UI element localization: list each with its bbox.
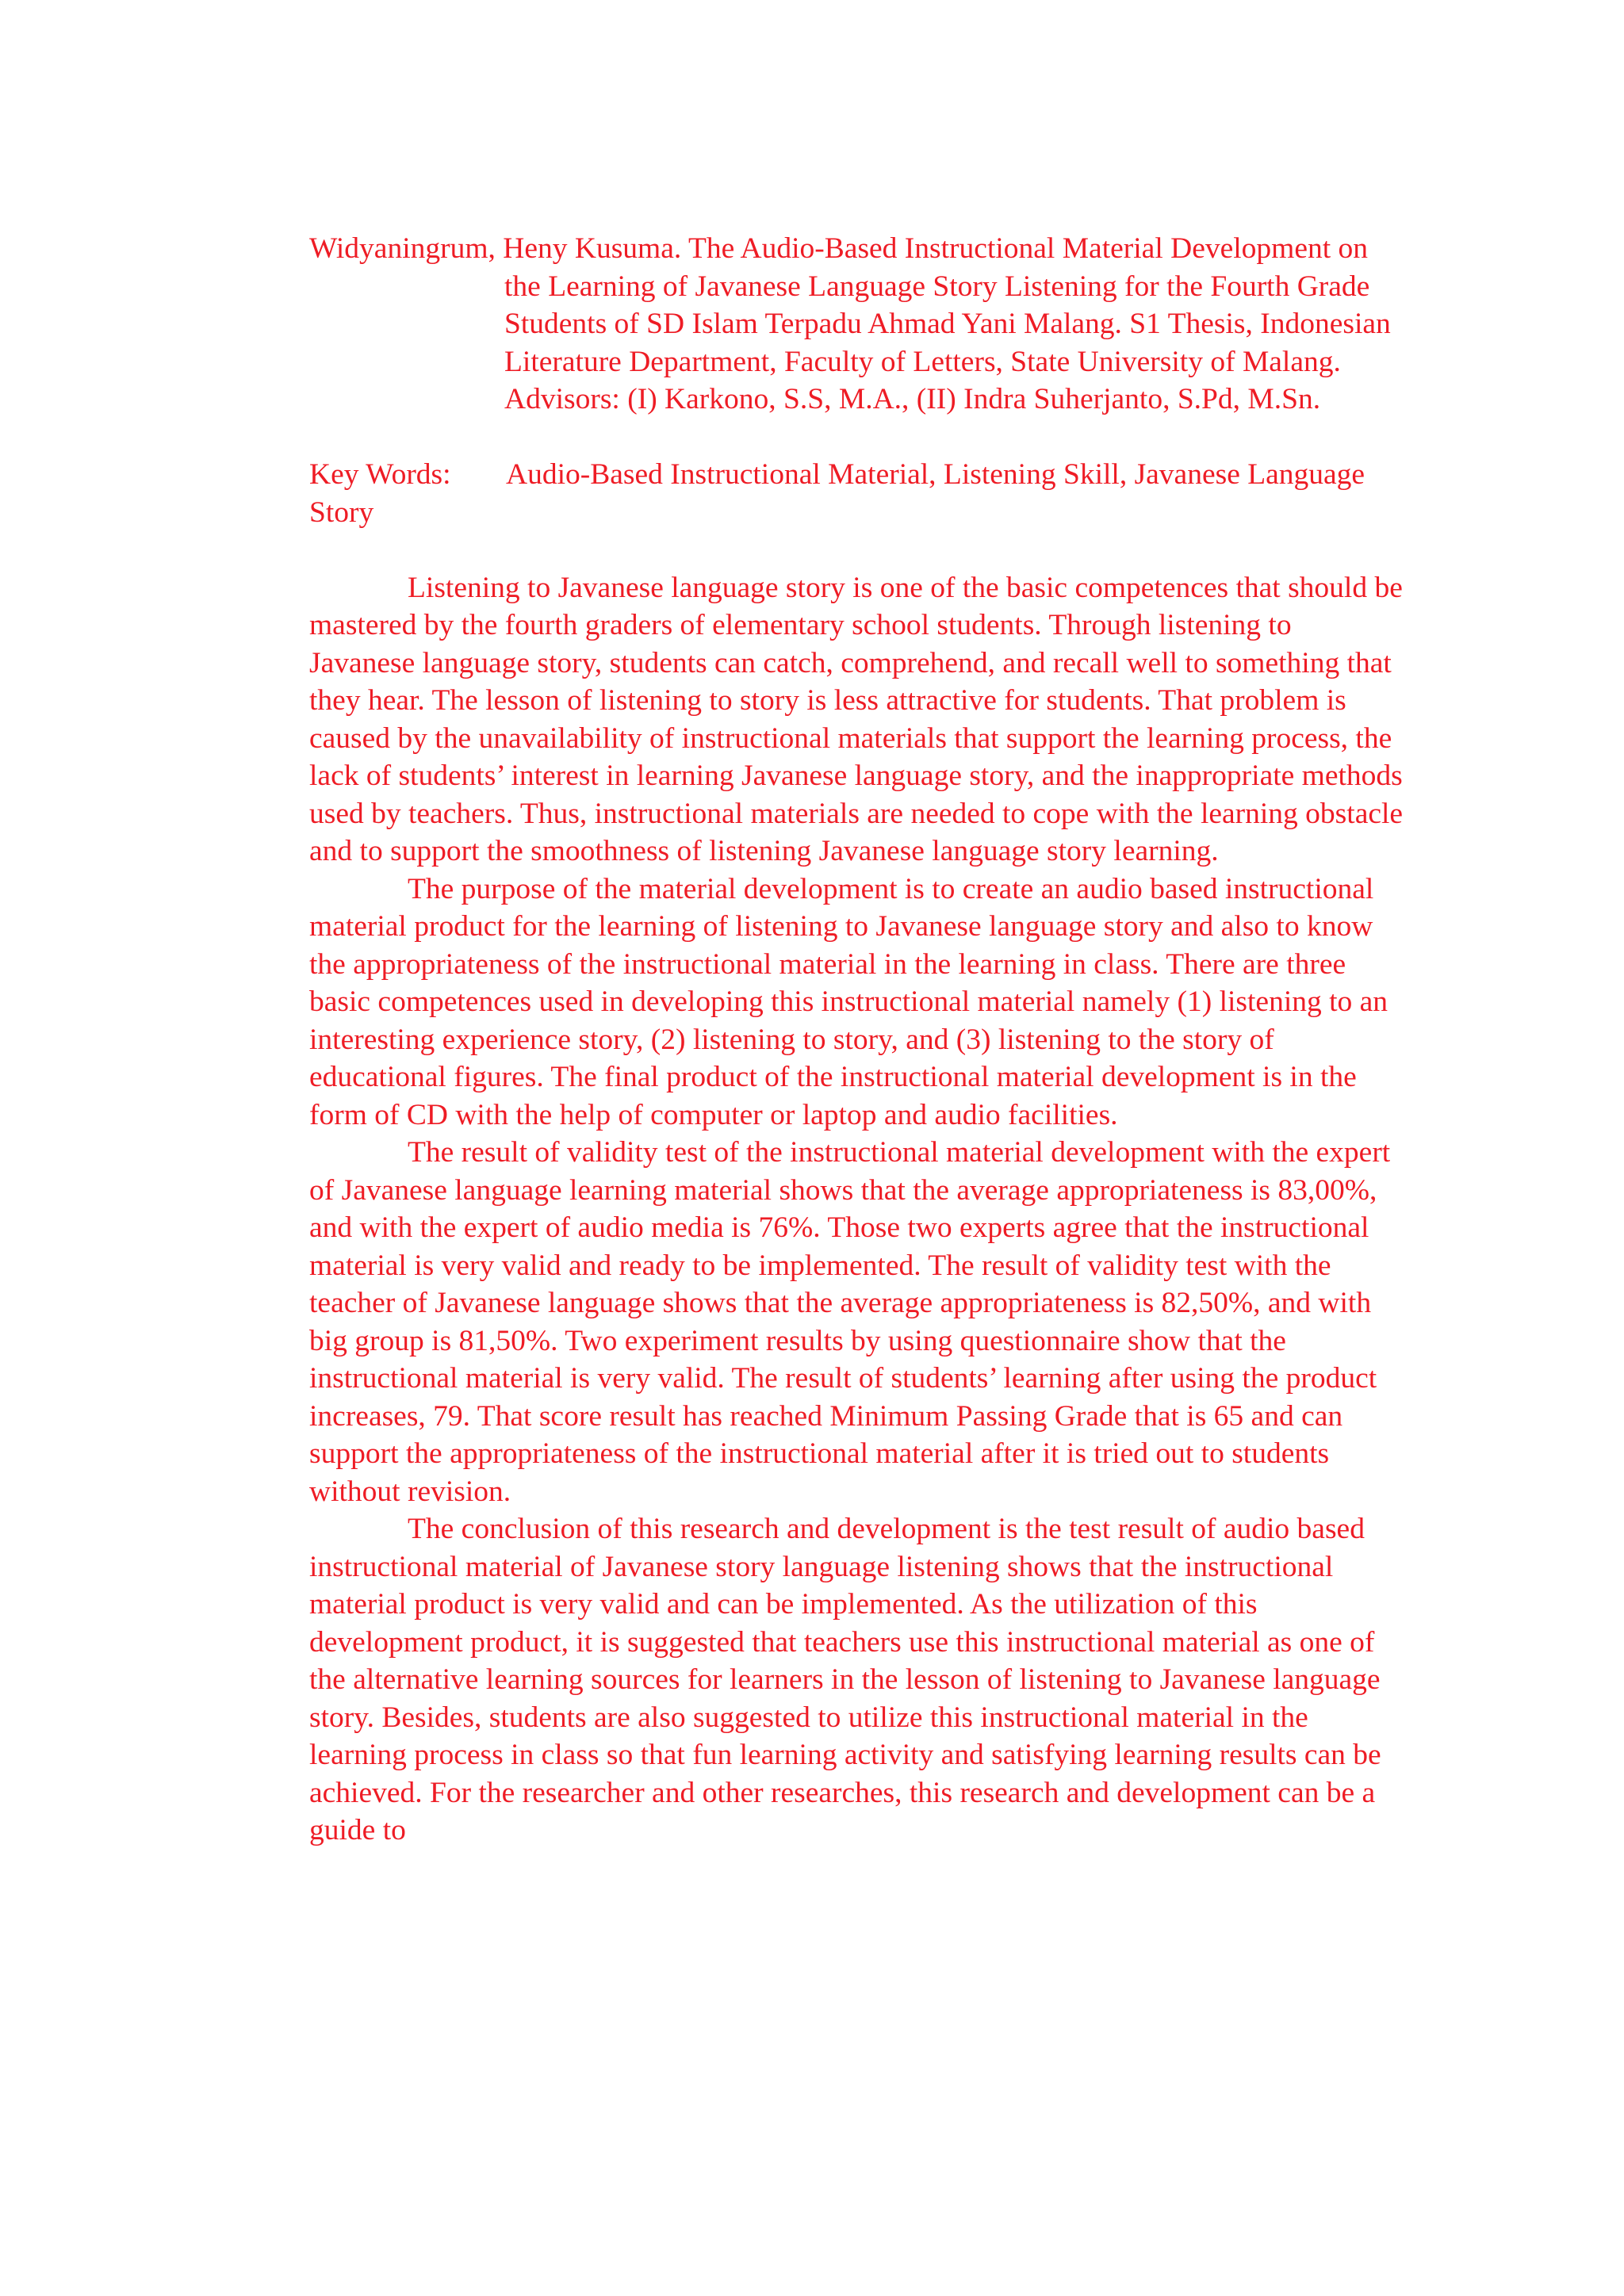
- keywords-line: [309, 456, 1404, 531]
- keywords-text: Audio-Based Instructional Material, Listening Skill, Javanese Language Story: [309, 458, 1365, 529]
- citation: Widyaningrum, Heny Kusuma. The Audio-Based Instructional Material Development on the Learning of Javanese Language Story Listening for the Fourth Grade Students of SD Islam Terpadu Ahmad Yani Malang. S1 Thesis, Indonesian Literature Department, Faculty of Letters, State University of Malang. Advisors: (I) Karkono, S.S, M.A., (II) Indra Suherjanto, S.Pd, M.Sn.: [309, 232, 1391, 415]
- abstract-body: [309, 569, 1404, 1850]
- abstract-paragraph: Listening to Javanese language story is one of the basic competences that should be mastered by the fourth graders of elementary school students. Through listening to Javanese language story, students can catch, comprehend, and recall well to something that they hear. The lesson of listening to story is less attractive for students. That problem is caused by the unavailability of instructional materials that support the learning process, the lack of students’ interest in learning Javanese language story, and the inappropriate methods used by teachers. Thus, instructional materials are needed to cope with the learning obstacle and to support the smoothness of listening Javanese language story learning.: [309, 571, 1404, 867]
- abstract-content: [309, 230, 1404, 1850]
- abstract-paragraph: The result of validity test of the instructional material development with the expert of Javanese language learning material shows that the average appropriateness is 83,00%, and with the expert of audio media is 76%. Those two experts agree that the instructional material is very valid and ready to be implemented. The result of validity test with the teacher of Javanese language shows that the average appropriateness is 82,50%, and with big group is 81,50%. Two experiment results by using questionnaire show that the instructional material is very valid. The result of students’ learning after using the product increases, 79. That score result has reached Minimum Passing Grade that is 65 and can support the appropriateness of the instructional material after it is tried out to students without revision.: [309, 1136, 1391, 1508]
- abstract-paragraph: The purpose of the material development is to create an audio based instructional material product for the learning of listening to Javanese language story and also to know the appropriateness of the instructional material in the learning in class. There are three basic competences used in developing this instructional material namely (1) listening to an interesting experience story, (2) listening to story, and (3) listening to the story of educational figures. The final product of the instructional material development is in the form of CD with the help of computer or laptop and audio facilities.: [309, 872, 1388, 1131]
- keywords-label: Key Words:: [309, 458, 451, 491]
- abstract-paragraph: The conclusion of this research and development is the test result of audio based instructional material of Javanese story language listening shows that the instructional material product is very valid and can be implemented. As the utilization of this development product, it is suggested that teachers use this instructional material as one of the alternative learning sources for learners in the lesson of listening to Javanese language story. Besides, students are also suggested to utilize this instructional material in the learning process in class so that fun learning activity and satisfying learning results can be achieved. For the researcher and other researches, this research and development can be a guide to: [309, 1513, 1381, 1846]
